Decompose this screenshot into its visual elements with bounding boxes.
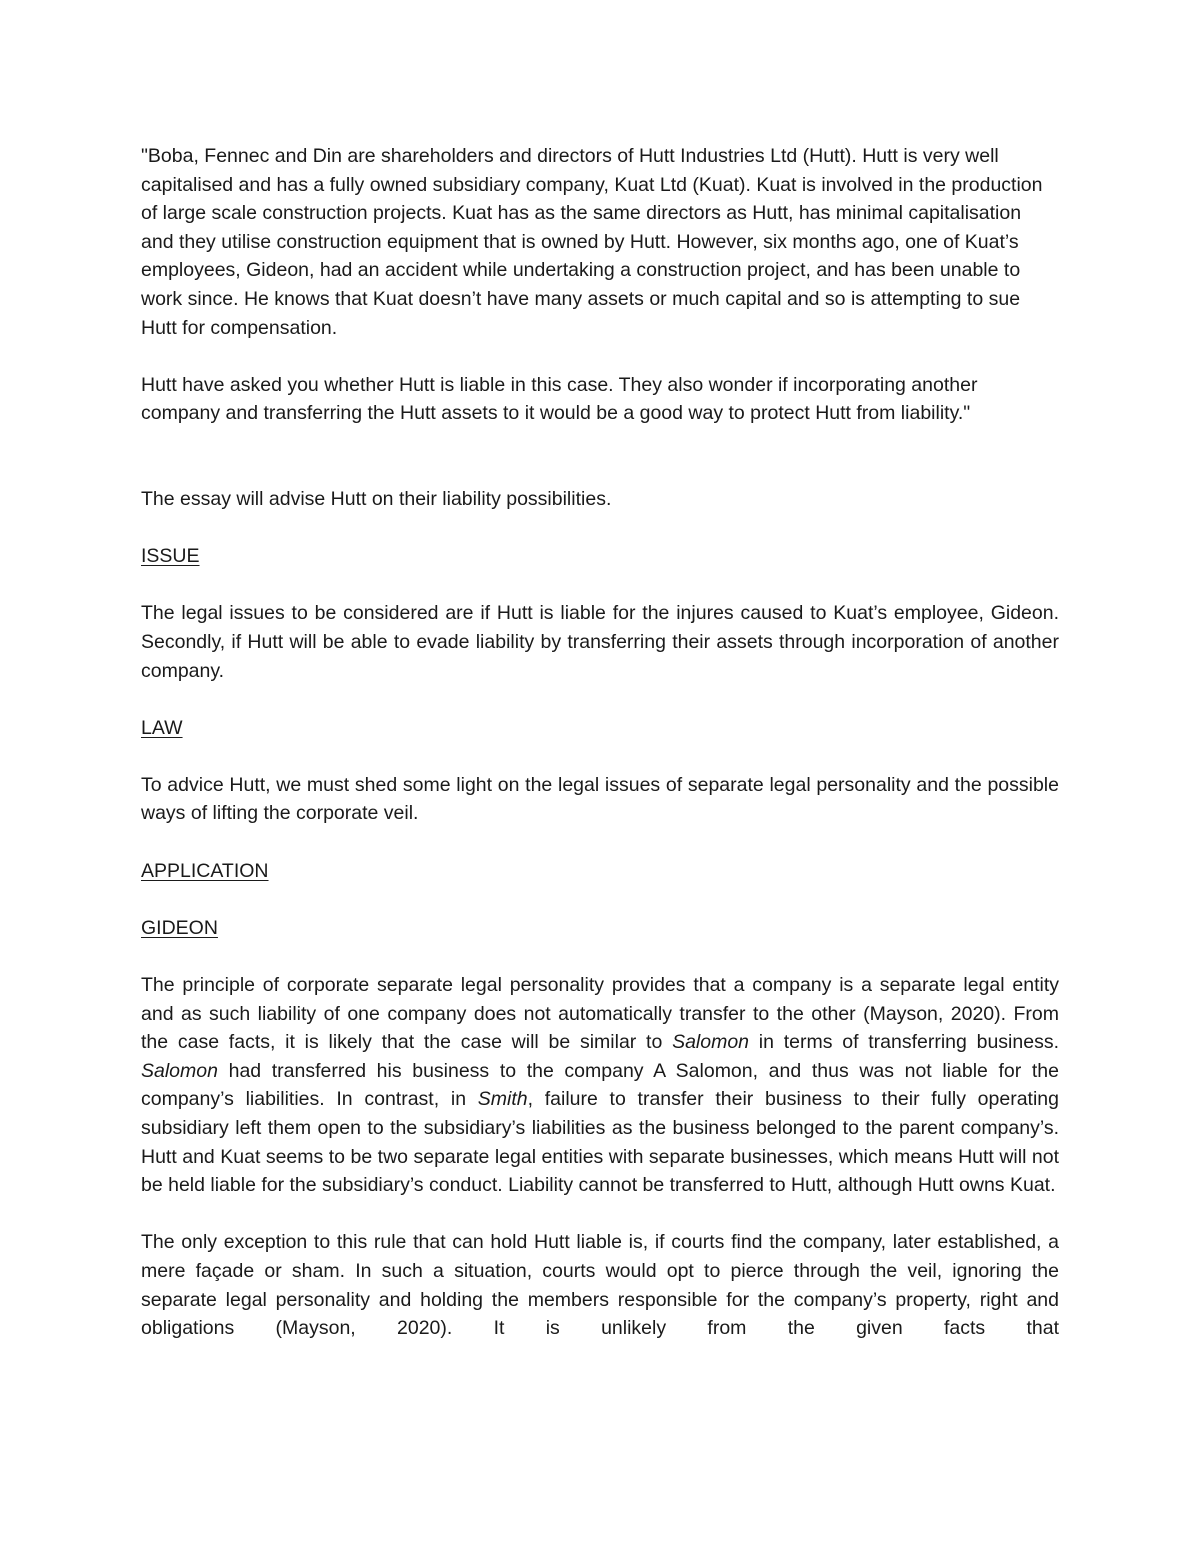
- gideon-heading: GIDEON: [141, 916, 218, 939]
- application-heading: APPLICATION: [141, 859, 269, 882]
- exception-paragraph: The only exception to this rule that can hold Hutt liable is, if courts find the company, later established, a mere façade or sham. In such a situation, courts would opt to pierce through the veil, ignoring the separate legal personality and holding the members responsible for the company’s property, right and obligations (Mayson, 2020). It is unlikely from the given facts that: [141, 1231, 1059, 1340]
- law-heading: LAW: [141, 716, 183, 739]
- issue-paragraph: The legal issues to be considered are if Hutt is liable for the injures caused to Kuat’s employee, Gideon. Secondly, if Hutt will be able to evade liability by transferring their assets through incorporation of another company.: [141, 602, 1059, 682]
- case-name-salomon: Salomon: [141, 1059, 218, 1082]
- gideon-text-4: , failure to transfer their business to their fully operating subsidiary left them open to the subsidiary’s liabilities as the business belonged to the parent company’s. Hutt and Kuat seems to be two separate legal entities with separate businesses, which means Hutt will not be held liable for the subsidiary’s conduct. Liability cannot be transferred to Hutt, although Hutt owns Kuat.: [141, 1088, 1059, 1197]
- gideon-paragraph: [141, 971, 1059, 1200]
- case-question-quote: Hutt have asked you whether Hutt is liable in this case. They also wonder if incorporating another company and transferring the Hutt assets to it would be a good way to protect Hutt from liability.": [141, 373, 978, 425]
- issue-heading: ISSUE: [141, 545, 200, 568]
- gideon-text-3: had transferred his business to the company A Salomon, and thus was not liable for the company’s liabilities. In contrast, in: [141, 1059, 1059, 1111]
- gideon-text-2: in terms of transferring business.: [749, 1031, 1059, 1054]
- document-body: [141, 142, 1059, 1371]
- case-name-smith: Smith: [477, 1088, 528, 1111]
- law-paragraph: To advice Hutt, we must shed some light on the legal issues of separate legal personality and the possible ways of lifting the corporate veil.: [141, 773, 1059, 825]
- case-name-salomon: Salomon: [672, 1031, 750, 1054]
- essay-intro: The essay will advise Hutt on their liability possibilities.: [141, 487, 612, 510]
- gideon-text-1: The principle of corporate separate legal personality provides that a company is a separate legal entity and as such liability of one company does not automatically transfer to the other (Mayson, 2020). From the case facts, it is likely that the case will be similar to: [141, 974, 1059, 1054]
- case-facts-quote: "Boba, Fennec and Din are shareholders and directors of Hutt Industries Ltd (Hutt). Hutt is very well capitalised and has a fully owned subsidiary company, Kuat Ltd (Kuat). Kuat is involved in the production of large scale construction projects. Kuat has as the same directors as Hutt, has minimal capitalisation and they utilise construction equipment that is owned by Hutt. However, six months ago, one of Kuat’s employees, Gideon, had an accident while undertaking a construction project, and has been unable to work since. He knows that Kuat doesn’t have many assets or much capital and so is attempting to sue Hutt for compensation.: [141, 145, 1043, 339]
